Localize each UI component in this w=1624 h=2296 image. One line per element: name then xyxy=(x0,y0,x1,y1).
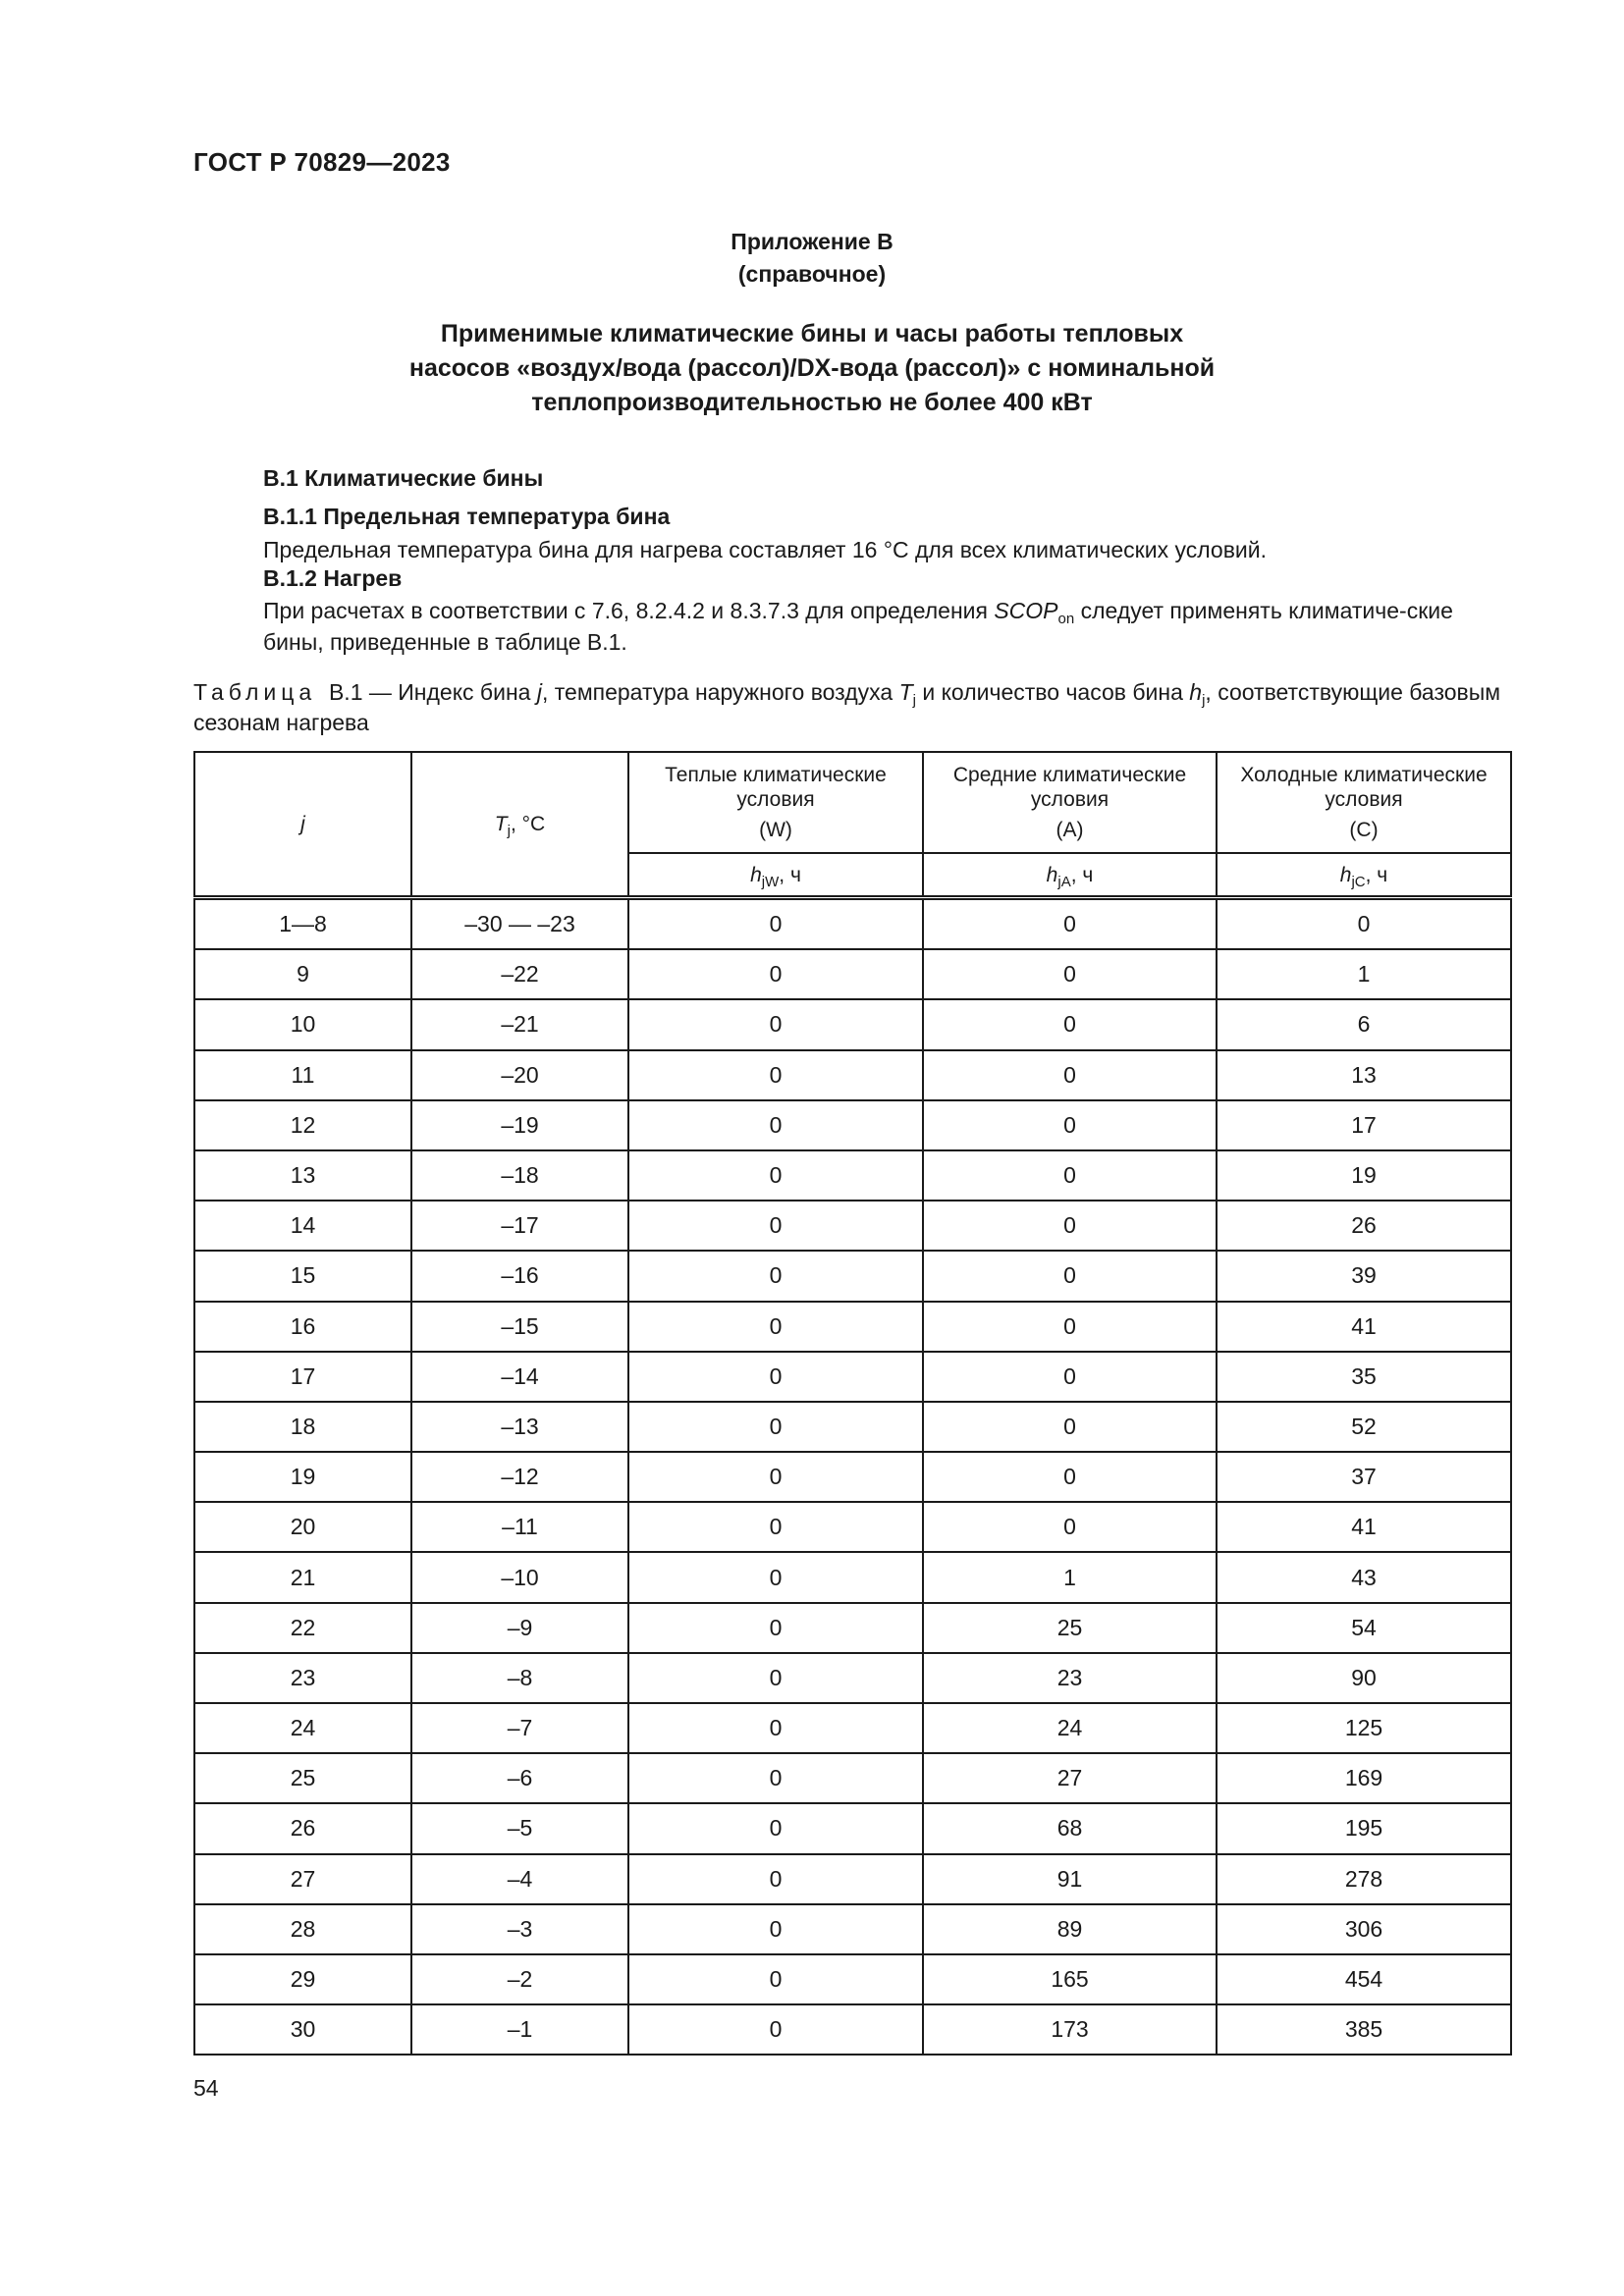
table-cell: 23 xyxy=(194,1653,411,1703)
table-cell: –13 xyxy=(411,1402,628,1452)
appendix-heading xyxy=(0,226,1624,291)
table-cell: –2 xyxy=(411,1954,628,2004)
table-cell: 0 xyxy=(923,898,1217,950)
table-cell: 0 xyxy=(923,999,1217,1049)
table-cell: –12 xyxy=(411,1452,628,1502)
scop-subscript: on xyxy=(1057,611,1075,627)
table-cell: 0 xyxy=(923,1502,1217,1552)
table-cell: 13 xyxy=(194,1150,411,1201)
table-row xyxy=(194,1201,1511,1251)
table-cell: 0 xyxy=(628,1904,923,1954)
table-cell: 35 xyxy=(1217,1352,1511,1402)
table-cell: 17 xyxy=(1217,1100,1511,1150)
table-cell: 9 xyxy=(194,949,411,999)
appendix-title-line: насосов «воздух/вода (рассол)/DX-вода (рассол)» с номинальной xyxy=(408,354,1216,382)
table-cell: 1—8 xyxy=(194,898,411,950)
section-heading-b1: В.1 Климатические бины xyxy=(263,465,544,491)
table-cell: 0 xyxy=(628,1201,923,1251)
table-cell: 6 xyxy=(1217,999,1511,1049)
table-cell: 19 xyxy=(194,1452,411,1502)
table-cell: 0 xyxy=(628,1150,923,1201)
paragraph-b11-text: Предельная температура бина для нагрева составляет 16 °С для всех климатических условий. xyxy=(263,537,1267,562)
header-cold-conditions: Холодные климатические условия (C) xyxy=(1217,752,1511,853)
table-cell: 0 xyxy=(628,2004,923,2055)
table-cell: 0 xyxy=(628,1603,923,1653)
header-temperature: $T_j$, °С xyxy=(411,752,628,898)
table-cell: 0 xyxy=(923,1251,1217,1301)
appendix-label: Приложение В xyxy=(731,229,893,254)
document-code: ГОСТ Р 70829—2023 xyxy=(193,147,451,177)
table-cell: 13 xyxy=(1217,1050,1511,1100)
table-row xyxy=(194,999,1511,1049)
table-cell: 68 xyxy=(923,1803,1217,1853)
table-cell: –19 xyxy=(411,1100,628,1150)
table-cell: 41 xyxy=(1217,1502,1511,1552)
appendix-title-line: Применимые климатические бины и часы работы тепловых xyxy=(440,320,1184,347)
table-cell: –10 xyxy=(411,1552,628,1602)
table-cell: –4 xyxy=(411,1854,628,1904)
table-cell: 27 xyxy=(194,1854,411,1904)
table-cell: 29 xyxy=(194,1954,411,2004)
climate-bins-table xyxy=(193,751,1512,2056)
table-cell: 0 xyxy=(628,1452,923,1502)
table-cell: –11 xyxy=(411,1502,628,1552)
table-cell: 0 xyxy=(628,1954,923,2004)
table-cell: 0 xyxy=(923,1050,1217,1100)
table-cell: 0 xyxy=(628,1352,923,1402)
table-cell: 37 xyxy=(1217,1452,1511,1502)
table-cell: 28 xyxy=(194,1904,411,1954)
table-cell: 14 xyxy=(194,1201,411,1251)
table-cell: 12 xyxy=(194,1100,411,1150)
table-cell: –6 xyxy=(411,1753,628,1803)
table-cell: –8 xyxy=(411,1653,628,1703)
table-cell: –21 xyxy=(411,999,628,1049)
paragraph-b12-text-b: следует применять климатиче-ские бины, приведенные в таблице В.1. xyxy=(263,598,1453,655)
header-bin-index: j xyxy=(194,752,411,898)
table-row xyxy=(194,1050,1511,1100)
table-cell: 0 xyxy=(628,949,923,999)
table-row xyxy=(194,1251,1511,1301)
table-cell: 0 xyxy=(923,1302,1217,1352)
table-row xyxy=(194,1402,1511,1452)
table-cell: 30 xyxy=(194,2004,411,2055)
table-row xyxy=(194,1100,1511,1150)
table-body xyxy=(194,898,1511,2056)
table-cell: 0 xyxy=(628,1251,923,1301)
header-unit-cold: $h_{jC}$, ч xyxy=(1217,853,1511,898)
table-row xyxy=(194,1904,1511,1954)
table-cell: –18 xyxy=(411,1150,628,1201)
table-cell: 0 xyxy=(628,1502,923,1552)
table-cell: 15 xyxy=(194,1251,411,1301)
table-cell: 0 xyxy=(923,1150,1217,1201)
caption-number: В.1 xyxy=(328,679,363,705)
table-cell: 1 xyxy=(923,1552,1217,1602)
table-caption: Таблица В.1 — Индекс бина j, температура наружного воздуха $T_j$ и количество часов бина $h_j$, соответствующие базовым сезонам нагрева xyxy=(193,679,1501,735)
table-cell: 39 xyxy=(1217,1251,1511,1301)
table-cell: 10 xyxy=(194,999,411,1049)
table-cell: 0 xyxy=(923,1452,1217,1502)
table-cell: 0 xyxy=(628,1803,923,1853)
table-cell: 0 xyxy=(628,1854,923,1904)
table-row xyxy=(194,1352,1511,1402)
table-row xyxy=(194,1803,1511,1853)
table-cell: 0 xyxy=(923,1352,1217,1402)
table-cell: 43 xyxy=(1217,1552,1511,1602)
table-cell: 26 xyxy=(1217,1201,1511,1251)
table-cell: 454 xyxy=(1217,1954,1511,2004)
table-row xyxy=(194,1653,1511,1703)
table-cell: 0 xyxy=(628,1100,923,1150)
table-cell: 173 xyxy=(923,2004,1217,2055)
caption-prefix: Таблица xyxy=(193,679,317,705)
table-row xyxy=(194,1753,1511,1803)
table-cell: 17 xyxy=(194,1352,411,1402)
paragraph-b11 xyxy=(193,534,1509,565)
table-row xyxy=(194,1703,1511,1753)
appendix-title xyxy=(0,317,1624,420)
table-cell: 306 xyxy=(1217,1904,1511,1954)
table-cell: 91 xyxy=(923,1854,1217,1904)
appendix-title-line: теплопроизводительностью не более 400 кВт xyxy=(531,389,1093,416)
table-row xyxy=(194,1150,1511,1201)
table-cell: 41 xyxy=(1217,1302,1511,1352)
table-cell: 11 xyxy=(194,1050,411,1100)
table-cell: 90 xyxy=(1217,1653,1511,1703)
table-cell: 0 xyxy=(628,898,923,950)
table-cell: 0 xyxy=(628,1753,923,1803)
table-cell: 0 xyxy=(628,999,923,1049)
table-cell: 25 xyxy=(194,1753,411,1803)
table-cell: 1 xyxy=(1217,949,1511,999)
table-row xyxy=(194,949,1511,999)
table-row xyxy=(194,2004,1511,2055)
scop-symbol: SCOP xyxy=(994,598,1058,623)
table-cell: 25 xyxy=(923,1603,1217,1653)
table-cell: 0 xyxy=(628,1402,923,1452)
table-cell: 19 xyxy=(1217,1150,1511,1201)
table-cell: 165 xyxy=(923,1954,1217,2004)
paragraph-b12 xyxy=(193,595,1509,658)
table-cell: 0 xyxy=(923,1201,1217,1251)
header-unit-average: $h_{jA}$, ч xyxy=(923,853,1217,898)
table-cell: 0 xyxy=(628,1302,923,1352)
table-row xyxy=(194,1954,1511,2004)
page-number: 54 xyxy=(193,2075,219,2101)
section-heading-b12: В.1.2 Нагрев xyxy=(263,565,403,591)
table-cell: 169 xyxy=(1217,1753,1511,1803)
table-cell: –15 xyxy=(411,1302,628,1352)
table-row xyxy=(194,898,1511,950)
table-cell: 24 xyxy=(923,1703,1217,1753)
table-row xyxy=(194,1302,1511,1352)
table-cell: 20 xyxy=(194,1502,411,1552)
table-cell: 21 xyxy=(194,1552,411,1602)
table-cell: 16 xyxy=(194,1302,411,1352)
table-cell: 195 xyxy=(1217,1803,1511,1853)
table-cell: 24 xyxy=(194,1703,411,1753)
table-cell: 0 xyxy=(1217,898,1511,950)
table-cell: 26 xyxy=(194,1803,411,1853)
table-cell: 0 xyxy=(923,949,1217,999)
table-row xyxy=(194,1552,1511,1602)
table-cell: –17 xyxy=(411,1201,628,1251)
table-cell: –30 — –23 xyxy=(411,898,628,950)
table-row xyxy=(194,1603,1511,1653)
paragraph-b12-text-a: При расчетах в соответствии с 7.6, 8.2.4.2 и 8.3.7.3 для определения xyxy=(263,598,995,623)
table-cell: 0 xyxy=(923,1100,1217,1150)
table-cell: 125 xyxy=(1217,1703,1511,1753)
table-cell: –22 xyxy=(411,949,628,999)
table-cell: –20 xyxy=(411,1050,628,1100)
table-cell: –3 xyxy=(411,1904,628,1954)
table-cell: 278 xyxy=(1217,1854,1511,1904)
header-warm-conditions: Теплые климатические условия (W) xyxy=(628,752,923,853)
table-cell: –14 xyxy=(411,1352,628,1402)
table-row xyxy=(194,1854,1511,1904)
appendix-kind: (справочное) xyxy=(737,261,887,287)
table-cell: 23 xyxy=(923,1653,1217,1703)
section-heading-b11: В.1.1 Предельная температура бина xyxy=(263,504,671,529)
table-cell: 27 xyxy=(923,1753,1217,1803)
table-cell: 0 xyxy=(628,1653,923,1703)
table-cell: 22 xyxy=(194,1603,411,1653)
table-row xyxy=(194,1452,1511,1502)
table-cell: 18 xyxy=(194,1402,411,1452)
table-cell: 0 xyxy=(628,1050,923,1100)
header-unit-warm: $h_{jW}$, ч xyxy=(628,853,923,898)
table-cell: 52 xyxy=(1217,1402,1511,1452)
table-cell: 0 xyxy=(628,1703,923,1753)
table-cell: 385 xyxy=(1217,2004,1511,2055)
table-cell: –16 xyxy=(411,1251,628,1301)
table-cell: –5 xyxy=(411,1803,628,1853)
table-cell: –1 xyxy=(411,2004,628,2055)
table-cell: –7 xyxy=(411,1703,628,1753)
table-row xyxy=(194,1502,1511,1552)
table-cell: 89 xyxy=(923,1904,1217,1954)
table-cell: 0 xyxy=(923,1402,1217,1452)
header-average-conditions: Средние климатические условия (A) xyxy=(923,752,1217,853)
table-cell: –9 xyxy=(411,1603,628,1653)
table-cell: 0 xyxy=(628,1552,923,1602)
table-cell: 54 xyxy=(1217,1603,1511,1653)
